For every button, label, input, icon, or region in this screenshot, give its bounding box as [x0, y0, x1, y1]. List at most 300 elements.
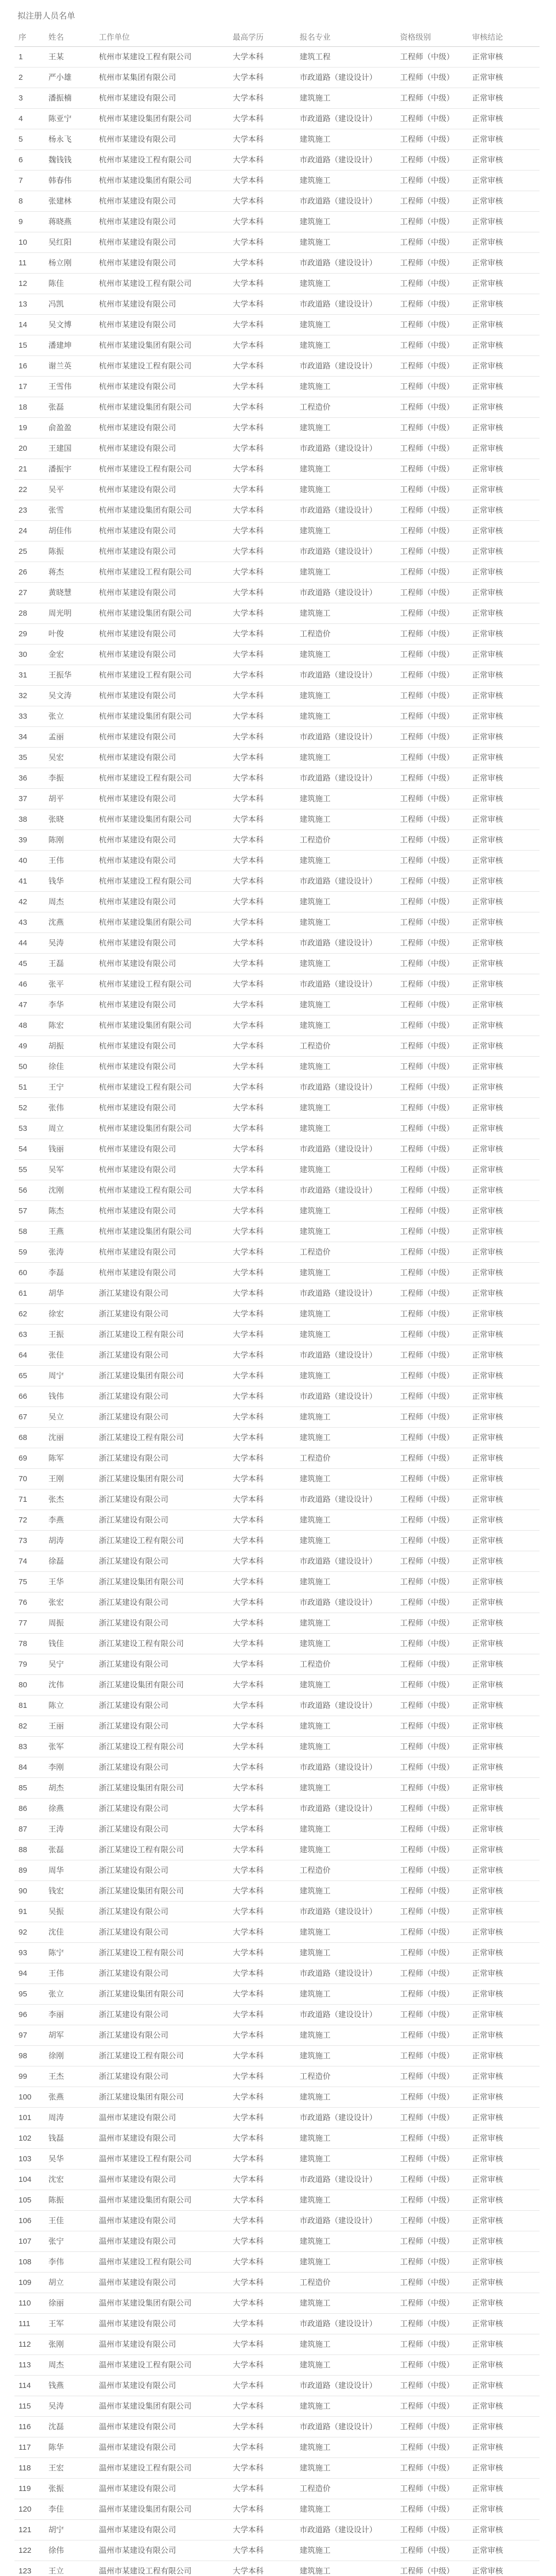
cell-education: 大学本科: [229, 88, 296, 109]
cell-index: 88: [14, 1840, 44, 1860]
cell-education: 大学本科: [229, 1428, 296, 1448]
cell-level: 工程师（中级）: [396, 974, 468, 995]
cell-level: 工程师（中级）: [396, 624, 468, 645]
cell-conclusion: 正常审核: [468, 418, 540, 438]
table-row: [14, 1345, 540, 1366]
cell-education: 大学本科: [229, 851, 296, 871]
cell-index: 17: [14, 377, 44, 397]
cell-name: 张涛: [44, 1242, 95, 1263]
table-row: [14, 2231, 540, 2252]
cell-index: 122: [14, 2540, 44, 2561]
cell-name: 严小雄: [44, 67, 95, 88]
cell-employer: 浙江某建设工程有限公司: [95, 2046, 229, 2066]
cell-education: 大学本科: [229, 1613, 296, 1634]
cell-level: 工程师（中级）: [396, 88, 468, 109]
cell-name: 冯凯: [44, 294, 95, 315]
cell-conclusion: 正常审核: [468, 1139, 540, 1160]
cell-index: 54: [14, 1139, 44, 1160]
cell-conclusion: 正常审核: [468, 1118, 540, 1139]
cell-employer: 浙江某建设有限公司: [95, 1489, 229, 1510]
cell-level: 工程师（中级）: [396, 1510, 468, 1531]
cell-specialty: 建筑施工: [296, 562, 396, 583]
cell-specialty: 市政道路（建设设计）: [296, 500, 396, 521]
table-row: [14, 995, 540, 1015]
cell-specialty: 建筑施工: [296, 2252, 396, 2273]
cell-education: 大学本科: [229, 1943, 296, 1963]
cell-employer: 浙江某建设有限公司: [95, 1860, 229, 1881]
cell-specialty: 建筑施工: [296, 88, 396, 109]
cell-education: 大学本科: [229, 171, 296, 191]
cell-specialty: 建筑施工: [296, 1716, 396, 1737]
cell-education: 大学本科: [229, 1922, 296, 1943]
cell-index: 37: [14, 789, 44, 809]
cell-index: 31: [14, 665, 44, 686]
cell-conclusion: 正常审核: [468, 2334, 540, 2355]
cell-employer: 杭州市某集团有限公司: [95, 67, 229, 88]
cell-level: 工程师（中级）: [396, 418, 468, 438]
header-level: 资格级别: [396, 27, 468, 47]
cell-conclusion: 正常审核: [468, 1922, 540, 1943]
cell-index: 80: [14, 1675, 44, 1696]
cell-conclusion: 正常审核: [468, 2108, 540, 2128]
cell-name: 张宁: [44, 2231, 95, 2252]
cell-specialty: 市政道路（建设设计）: [296, 1345, 396, 1366]
cell-education: 大学本科: [229, 47, 296, 67]
cell-conclusion: 正常审核: [468, 2066, 540, 2087]
cell-specialty: 市政道路（建设设计）: [296, 727, 396, 748]
cell-index: 3: [14, 88, 44, 109]
cell-conclusion: 正常审核: [468, 232, 540, 253]
cell-conclusion: 正常审核: [468, 1737, 540, 1757]
cell-employer: 温州市某建设有限公司: [95, 2417, 229, 2437]
cell-level: 工程师（中级）: [396, 356, 468, 377]
cell-conclusion: 正常审核: [468, 830, 540, 851]
cell-education: 大学本科: [229, 1263, 296, 1283]
cell-level: 工程师（中级）: [396, 2293, 468, 2314]
cell-name: 钱宏: [44, 1881, 95, 1902]
cell-index: 78: [14, 1634, 44, 1654]
cell-employer: 杭州市某建设工程有限公司: [95, 356, 229, 377]
table-row: [14, 2046, 540, 2066]
table-row: [14, 438, 540, 459]
cell-employer: 温州市某建设有限公司: [95, 2170, 229, 2190]
cell-education: 大学本科: [229, 480, 296, 500]
cell-education: 大学本科: [229, 377, 296, 397]
cell-index: 14: [14, 315, 44, 335]
cell-specialty: 建筑施工: [296, 645, 396, 665]
cell-level: 工程师（中级）: [396, 191, 468, 212]
cell-specialty: 建筑施工: [296, 2499, 396, 2520]
table-row: [14, 2273, 540, 2293]
cell-education: 大学本科: [229, 2540, 296, 2561]
cell-specialty: 市政道路（建设设计）: [296, 1386, 396, 1407]
cell-conclusion: 正常审核: [468, 377, 540, 397]
cell-conclusion: 正常审核: [468, 1634, 540, 1654]
cell-index: 21: [14, 459, 44, 480]
table-row: [14, 2087, 540, 2108]
cell-employer: 杭州市某建设集团有限公司: [95, 1222, 229, 1242]
cell-name: 吴文博: [44, 315, 95, 335]
cell-employer: 杭州市某建设有限公司: [95, 438, 229, 459]
cell-index: 57: [14, 1201, 44, 1222]
table-row: [14, 2066, 540, 2087]
cell-name: 徐宏: [44, 1304, 95, 1325]
cell-index: 104: [14, 2170, 44, 2190]
cell-index: 40: [14, 851, 44, 871]
cell-employer: 温州市某建设集团有限公司: [95, 2396, 229, 2417]
cell-specialty: 工程造价: [296, 624, 396, 645]
cell-education: 大学本科: [229, 2190, 296, 2211]
cell-name: 王丽: [44, 1716, 95, 1737]
cell-education: 大学本科: [229, 2417, 296, 2437]
cell-education: 大学本科: [229, 1799, 296, 1819]
cell-index: 99: [14, 2066, 44, 2087]
cell-employer: 浙江某建设有限公司: [95, 1386, 229, 1407]
cell-index: 43: [14, 912, 44, 933]
cell-conclusion: 正常审核: [468, 459, 540, 480]
table-row: [14, 1922, 540, 1943]
cell-conclusion: 正常审核: [468, 1036, 540, 1057]
cell-name: 孟丽: [44, 727, 95, 748]
cell-specialty: 市政道路（建设设计）: [296, 768, 396, 789]
cell-level: 工程师（中级）: [396, 2376, 468, 2396]
cell-specialty: 工程造价: [296, 2273, 396, 2293]
cell-education: 大学本科: [229, 2046, 296, 2066]
cell-employer: 浙江某建设有限公司: [95, 1283, 229, 1304]
cell-level: 工程师（中级）: [396, 1077, 468, 1098]
cell-specialty: 建筑施工: [296, 1531, 396, 1551]
cell-index: 103: [14, 2149, 44, 2170]
cell-education: 大学本科: [229, 109, 296, 129]
cell-specialty: 建筑施工: [296, 377, 396, 397]
cell-conclusion: 正常审核: [468, 1345, 540, 1366]
table-row: [14, 1881, 540, 1902]
cell-index: 102: [14, 2128, 44, 2149]
cell-name: 钱丽: [44, 1139, 95, 1160]
candidate-table: [14, 27, 540, 2576]
cell-education: 大学本科: [229, 2170, 296, 2190]
cell-education: 大学本科: [229, 253, 296, 274]
cell-education: 大学本科: [229, 583, 296, 603]
table-row: [14, 954, 540, 974]
cell-specialty: 工程造价: [296, 2479, 396, 2499]
cell-level: 工程师（中级）: [396, 1057, 468, 1077]
cell-index: 51: [14, 1077, 44, 1098]
cell-education: 大学本科: [229, 1469, 296, 1489]
cell-level: 工程师（中级）: [396, 1345, 468, 1366]
cell-name: 李刚: [44, 1757, 95, 1778]
cell-index: 39: [14, 830, 44, 851]
cell-employer: 温州市某建设工程有限公司: [95, 2561, 229, 2576]
table-row: [14, 2540, 540, 2561]
cell-level: 工程师（中级）: [396, 603, 468, 624]
cell-conclusion: 正常审核: [468, 2252, 540, 2273]
cell-name: 陈华: [44, 2437, 95, 2458]
cell-level: 工程师（中级）: [396, 2540, 468, 2561]
cell-specialty: 建筑施工: [296, 1160, 396, 1180]
cell-employer: 温州市某建设有限公司: [95, 2128, 229, 2149]
cell-education: 大学本科: [229, 2396, 296, 2417]
table-row: [14, 150, 540, 171]
cell-index: 117: [14, 2437, 44, 2458]
table-row: [14, 2149, 540, 2170]
cell-education: 大学本科: [229, 1881, 296, 1902]
table-row: [14, 1386, 540, 1407]
table-row: [14, 191, 540, 212]
table-row: [14, 1778, 540, 1799]
cell-conclusion: 正常审核: [468, 583, 540, 603]
cell-level: 工程师（中级）: [396, 109, 468, 129]
table-row: [14, 830, 540, 851]
cell-conclusion: 正常审核: [468, 315, 540, 335]
cell-specialty: 建筑施工: [296, 459, 396, 480]
cell-name: 张雪: [44, 500, 95, 521]
cell-specialty: 建筑施工: [296, 1737, 396, 1757]
cell-level: 工程师（中级）: [396, 232, 468, 253]
cell-name: 王华: [44, 1572, 95, 1592]
cell-level: 工程师（中级）: [396, 1469, 468, 1489]
cell-name: 魏钱钱: [44, 150, 95, 171]
table-row: [14, 727, 540, 748]
cell-index: 26: [14, 562, 44, 583]
cell-conclusion: 正常审核: [468, 294, 540, 315]
table-row: [14, 1057, 540, 1077]
cell-name: 吴红阳: [44, 232, 95, 253]
cell-index: 121: [14, 2520, 44, 2540]
cell-level: 工程师（中级）: [396, 1283, 468, 1304]
cell-education: 大学本科: [229, 706, 296, 727]
table-row: [14, 1737, 540, 1757]
table-row: [14, 1510, 540, 1531]
cell-index: 23: [14, 500, 44, 521]
cell-education: 大学本科: [229, 624, 296, 645]
table-row: [14, 2437, 540, 2458]
cell-employer: 浙江某建设有限公司: [95, 1510, 229, 1531]
cell-name: 周杰: [44, 892, 95, 912]
cell-name: 徐伟: [44, 2540, 95, 2561]
cell-specialty: 建筑施工: [296, 1015, 396, 1036]
cell-employer: 杭州市某建设集团有限公司: [95, 809, 229, 830]
cell-name: 周立: [44, 1118, 95, 1139]
cell-specialty: 建筑工程: [296, 47, 396, 67]
cell-conclusion: 正常审核: [468, 1407, 540, 1428]
cell-index: 56: [14, 1180, 44, 1201]
cell-education: 大学本科: [229, 2066, 296, 2087]
cell-index: 47: [14, 995, 44, 1015]
cell-education: 大学本科: [229, 603, 296, 624]
cell-level: 工程师（中级）: [396, 2149, 468, 2170]
cell-specialty: 建筑施工: [296, 1057, 396, 1077]
cell-education: 大学本科: [229, 1778, 296, 1799]
cell-education: 大学本科: [229, 2087, 296, 2108]
cell-employer: 杭州市某建设有限公司: [95, 686, 229, 706]
cell-employer: 杭州市某建设有限公司: [95, 1160, 229, 1180]
cell-education: 大学本科: [229, 1963, 296, 1984]
cell-name: 周振: [44, 1613, 95, 1634]
table-row: [14, 521, 540, 541]
cell-name: 胡华: [44, 1283, 95, 1304]
table-row: [14, 171, 540, 191]
cell-conclusion: 正常审核: [468, 397, 540, 418]
header-conclusion: 审核结论: [468, 27, 540, 47]
cell-employer: 杭州市某建设工程有限公司: [95, 150, 229, 171]
cell-education: 大学本科: [229, 1201, 296, 1222]
table-row: [14, 1077, 540, 1098]
cell-level: 工程师（中级）: [396, 789, 468, 809]
cell-specialty: 建筑施工: [296, 1819, 396, 1840]
cell-specialty: 建筑施工: [296, 1325, 396, 1345]
cell-employer: 温州市某建设集团有限公司: [95, 2190, 229, 2211]
cell-employer: 杭州市某建设集团有限公司: [95, 603, 229, 624]
table-row: [14, 2211, 540, 2231]
cell-conclusion: 正常审核: [468, 2190, 540, 2211]
cell-name: 王宁: [44, 1077, 95, 1098]
cell-employer: 杭州市某建设有限公司: [95, 88, 229, 109]
cell-specialty: 建筑施工: [296, 995, 396, 1015]
cell-education: 大学本科: [229, 2520, 296, 2540]
cell-specialty: 建筑施工: [296, 274, 396, 294]
cell-level: 工程师（中级）: [396, 2087, 468, 2108]
cell-conclusion: 正常审核: [468, 150, 540, 171]
cell-level: 工程师（中级）: [396, 1531, 468, 1551]
cell-employer: 杭州市某建设有限公司: [95, 418, 229, 438]
cell-employer: 浙江某建设有限公司: [95, 1407, 229, 1428]
cell-employer: 杭州市某建设有限公司: [95, 253, 229, 274]
cell-level: 工程师（中级）: [396, 2046, 468, 2066]
cell-conclusion: 正常审核: [468, 253, 540, 274]
cell-name: 王振华: [44, 665, 95, 686]
cell-employer: 杭州市某建设有限公司: [95, 232, 229, 253]
cell-name: 陈立: [44, 1696, 95, 1716]
cell-employer: 温州市某建设有限公司: [95, 2437, 229, 2458]
cell-name: 周杰: [44, 2355, 95, 2376]
cell-name: 李振: [44, 768, 95, 789]
cell-name: 蒋杰: [44, 562, 95, 583]
cell-education: 大学本科: [229, 2128, 296, 2149]
cell-level: 工程师（中级）: [396, 1098, 468, 1118]
cell-index: 100: [14, 2087, 44, 2108]
cell-employer: 杭州市某建设工程有限公司: [95, 665, 229, 686]
cell-conclusion: 正常审核: [468, 933, 540, 954]
cell-conclusion: 正常审核: [468, 1180, 540, 1201]
cell-conclusion: 正常审核: [468, 480, 540, 500]
cell-conclusion: 正常审核: [468, 2025, 540, 2046]
cell-employer: 浙江某建设有限公司: [95, 2025, 229, 2046]
cell-name: 陈宁: [44, 1943, 95, 1963]
cell-name: 张宏: [44, 1592, 95, 1613]
cell-index: 112: [14, 2334, 44, 2355]
cell-name: 金宏: [44, 645, 95, 665]
table-row: [14, 1242, 540, 1263]
cell-education: 大学本科: [229, 335, 296, 356]
cell-specialty: 建筑施工: [296, 2540, 396, 2561]
cell-conclusion: 正常审核: [468, 1160, 540, 1180]
cell-conclusion: 正常审核: [468, 2046, 540, 2066]
cell-specialty: 建筑施工: [296, 2149, 396, 2170]
cell-level: 工程师（中级）: [396, 583, 468, 603]
cell-education: 大学本科: [229, 1531, 296, 1551]
cell-employer: 杭州市某建设有限公司: [95, 1242, 229, 1263]
cell-education: 大学本科: [229, 274, 296, 294]
cell-employer: 温州市某建设有限公司: [95, 2334, 229, 2355]
table-row: [14, 933, 540, 954]
cell-employer: 杭州市某建设工程有限公司: [95, 47, 229, 67]
cell-index: 120: [14, 2499, 44, 2520]
cell-conclusion: 正常审核: [468, 67, 540, 88]
header-education: 最高学历: [229, 27, 296, 47]
cell-employer: 温州市某建设有限公司: [95, 2540, 229, 2561]
cell-name: 张刚: [44, 2334, 95, 2355]
table-caption: 拟注册人员名单: [18, 12, 76, 21]
cell-index: 33: [14, 706, 44, 727]
cell-specialty: 建筑施工: [296, 2293, 396, 2314]
cell-name: 钱华: [44, 871, 95, 892]
cell-name: 杨永飞: [44, 129, 95, 150]
cell-specialty: 建筑施工: [296, 748, 396, 768]
cell-employer: 浙江某建设工程有限公司: [95, 1428, 229, 1448]
table-row: [14, 851, 540, 871]
cell-conclusion: 正常审核: [468, 1963, 540, 1984]
cell-education: 大学本科: [229, 1366, 296, 1386]
cell-specialty: 建筑施工: [296, 1201, 396, 1222]
cell-level: 工程师（中级）: [396, 1922, 468, 1943]
cell-level: 工程师（中级）: [396, 1757, 468, 1778]
cell-name: 李磊: [44, 1263, 95, 1283]
cell-specialty: 建筑施工: [296, 789, 396, 809]
cell-employer: 浙江某建设有限公司: [95, 1345, 229, 1366]
cell-employer: 杭州市某建设集团有限公司: [95, 912, 229, 933]
cell-conclusion: 正常审核: [468, 212, 540, 232]
cell-name: 钱伟: [44, 1386, 95, 1407]
cell-education: 大学本科: [229, 748, 296, 768]
cell-conclusion: 正常审核: [468, 748, 540, 768]
cell-education: 大学本科: [229, 1345, 296, 1366]
cell-name: 王建国: [44, 438, 95, 459]
cell-specialty: 市政道路（建设设计）: [296, 2211, 396, 2231]
cell-education: 大学本科: [229, 912, 296, 933]
cell-education: 大学本科: [229, 2108, 296, 2128]
cell-specialty: 市政道路（建设设计）: [296, 1283, 396, 1304]
header-specialty: 报名专业: [296, 27, 396, 47]
cell-name: 周华: [44, 1860, 95, 1881]
cell-employer: 温州市某建设有限公司: [95, 2273, 229, 2293]
table-row: [14, 2499, 540, 2520]
cell-name: 钱磊: [44, 2128, 95, 2149]
cell-education: 大学本科: [229, 67, 296, 88]
cell-level: 工程师（中级）: [396, 1778, 468, 1799]
table-row: [14, 2355, 540, 2376]
cell-index: 22: [14, 480, 44, 500]
cell-education: 大学本科: [229, 1283, 296, 1304]
cell-conclusion: 正常审核: [468, 335, 540, 356]
cell-education: 大学本科: [229, 562, 296, 583]
cell-level: 工程师（中级）: [396, 2231, 468, 2252]
cell-education: 大学本科: [229, 686, 296, 706]
cell-level: 工程师（中级）: [396, 2314, 468, 2334]
cell-education: 大学本科: [229, 1654, 296, 1675]
table-row: [14, 1963, 540, 1984]
cell-employer: 浙江某建设有限公司: [95, 1902, 229, 1922]
cell-education: 大学本科: [229, 2314, 296, 2334]
cell-conclusion: 正常审核: [468, 541, 540, 562]
cell-index: 35: [14, 748, 44, 768]
cell-specialty: 建筑施工: [296, 2046, 396, 2066]
cell-conclusion: 正常审核: [468, 1551, 540, 1572]
cell-specialty: 市政道路（建设设计）: [296, 1696, 396, 1716]
cell-specialty: 建筑施工: [296, 1922, 396, 1943]
cell-level: 工程师（中级）: [396, 1036, 468, 1057]
cell-conclusion: 正常审核: [468, 1263, 540, 1283]
